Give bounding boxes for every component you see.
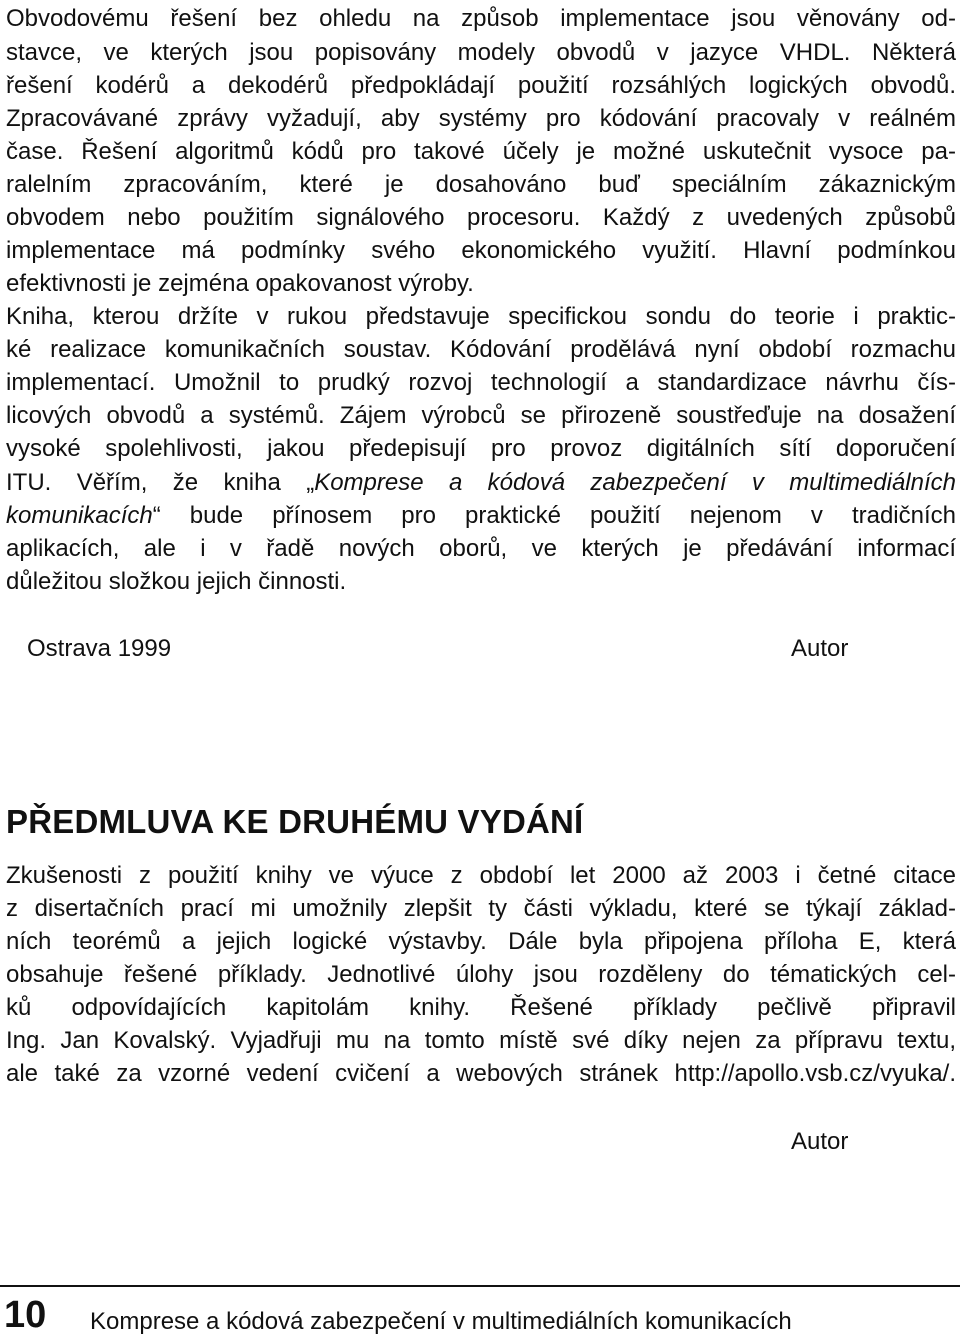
paragraph-line: implementací. Umožnil to prudký rozvoj technologií a standardizace návrhu čís- <box>6 369 956 396</box>
paragraph-line <box>6 466 956 499</box>
paragraph-line: vysoké spolehlivosti, jakou předepisují pro provoz digitálních sítí doporučení <box>6 435 956 462</box>
line-text: ITU. Věřím, že kniha „ <box>6 469 315 496</box>
paragraph-line: Obvodovému řešení bez ohledu na způsob implementace jsou věnovány od- <box>6 5 956 32</box>
paragraph-line: čase. Řešení algoritmů kódů pro takové účely je možné uskutečnit vysoce pa- <box>6 138 956 165</box>
section-heading: PŘEDMLUVA KE DRUHÉMU VYDÁNÍ <box>6 803 584 840</box>
paragraph-line: důležitou složkou jejich činnosti. <box>6 568 347 595</box>
paragraph-line: ralelním zpracováním, které je dosahováno buď speciálním zákaznickým <box>6 171 956 198</box>
paragraph-line: Ing. Jan Kovalský. Vyjadřuji mu na tomto místě své díky nejen za přípravu textu, <box>6 1027 956 1054</box>
section2-author: Autor <box>791 1128 849 1155</box>
paragraph-line: ké realizace komunikačních soustav. Kódování prodělává nyní období rozmachu <box>6 336 956 363</box>
book-title-italic: komunikacích <box>6 502 153 529</box>
paragraph-line: ale také za vzorné vedení cvičení a webových stránek http://apollo.vsb.cz/vyuka/. <box>6 1060 956 1087</box>
paragraph-line: efektivnosti je zejména opakovanost výroby. <box>6 270 474 297</box>
paragraph-line: Zpracovávané zprávy vyžadují, aby systémy pro kódování pracovaly v reálném <box>6 105 956 132</box>
paragraph-line: ků odpovídajících kapitolám knihy. Řešené příklady pečlivě připravil <box>6 994 956 1021</box>
footer-rule <box>0 1285 960 1287</box>
paragraph-line: obsahuje řešené příklady. Jednotlivé úlohy jsou rozděleny do tématických cel- <box>6 961 956 988</box>
paragraph-line: aplikacích, ale i v řadě nových oborů, ve kterých je předávání informací <box>6 535 956 562</box>
line-text: “ bude přínosem pro praktické použití nejenom v tradičních <box>152 502 956 529</box>
paragraph-line: licových obvodů a systémů. Zájem výrobců se přirozeně soustřeďuje na dosažení <box>6 402 956 429</box>
paragraph-line: ních teorémů a jejich logické výstavby. Dále byla připojena příloha E, která <box>6 928 956 955</box>
paragraph-line: Kniha, kterou držíte v rukou představuje specifickou sondu do teorie i praktic- <box>6 303 956 330</box>
paragraph-line: řešení kodérů a dekodérů předpokládají použití rozsáhlých logických obvodů. <box>6 72 956 99</box>
signoff-place-date: Ostrava 1999 <box>27 635 172 662</box>
paragraph-line: stavce, ve kterých jsou popisovány modely obvodů v jazyce VHDL. Některá <box>6 39 956 66</box>
signoff-author: Autor <box>791 635 849 662</box>
running-title: Komprese a kódová zabezpečení v multimediálních komunikacích <box>90 1308 792 1335</box>
book-title-italic: Komprese a kódová zabezpečení v multimediálních <box>314 469 957 496</box>
paragraph-line: obvodem nebo použitím signálového procesoru. Každý z uvedených způsobů <box>6 204 956 231</box>
paragraph-line: Zkušenosti z použití knihy ve výuce z období let 2000 až 2003 i četné citace <box>6 862 956 889</box>
page-number: 10 <box>4 1294 47 1336</box>
paragraph-line <box>6 499 956 532</box>
paragraph-line: z disertačních prací mi umožnily zlepšit ty části výkladu, které se týkají základ- <box>6 895 956 922</box>
paragraph-line: implementace má podmínky svého ekonomického využití. Hlavní podmínkou <box>6 237 956 264</box>
